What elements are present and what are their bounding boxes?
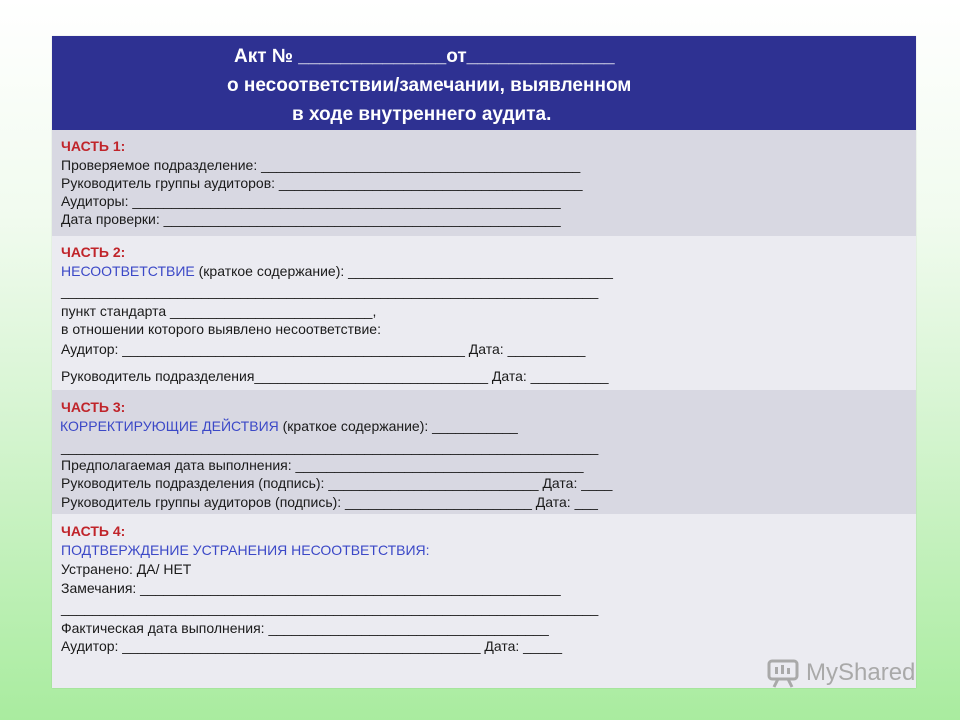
audit-act-form <box>52 36 916 688</box>
department-head-date-field: Руководитель подразделения______________________________ Дата: __________ <box>61 368 609 384</box>
part-4-title: ЧАСТЬ 4: <box>61 523 126 539</box>
corrective-actions-label: КОРРЕКТИРУЮЩИЕ ДЕЙСТВИЯ <box>60 418 279 434</box>
nonconformity-heading <box>61 263 613 280</box>
part-3-section <box>52 390 916 514</box>
part-2-title: ЧАСТЬ 2: <box>61 244 126 260</box>
elimination-confirmation-heading: ПОДТВЕРЖДЕНИЕ УСТРАНЕНИЯ НЕСООТВЕТСТВИЯ: <box>61 542 430 558</box>
planned-completion-date-field: Предполагаемая дата выполнения: _____________________________________ <box>61 457 584 473</box>
part-1-section <box>52 130 916 236</box>
part-2-section <box>52 236 916 390</box>
auditor-date-field: Аудитор: ____________________________________________ Дата: __________ <box>61 341 586 357</box>
audit-team-leader-signature-field: Руководитель группы аудиторов (подпись): ________________________ Дата: ___ <box>61 494 598 510</box>
department-head-signature-field: Руководитель подразделения (подпись): ___________________________ Дата: ____ <box>61 475 613 491</box>
act-title-line: Акт № ______________от______________ <box>234 46 615 67</box>
nonconformity-label: НЕСООТВЕТСТВИЕ <box>61 263 195 279</box>
myshared-watermark <box>766 655 915 691</box>
presentation-board-icon <box>766 656 800 690</box>
remarks-continuation-line: _____________________________________________________________________ <box>61 600 599 616</box>
act-audit-line: в ходе внутреннего аудита. <box>292 104 552 125</box>
part-1-title: ЧАСТЬ 1: <box>61 138 126 154</box>
form-header <box>52 36 916 130</box>
clause-note: в отношении которого выявлено несоответствие: <box>61 321 381 337</box>
corrective-actions-continuation-line: _____________________________________________________________________ <box>61 439 599 455</box>
audited-department-field: Проверяемое подразделение: _________________________________________ <box>61 157 581 173</box>
corrective-actions-heading <box>60 418 518 435</box>
watermark-text: MyShared <box>806 659 916 686</box>
corrective-actions-summary-field: (краткое содержание): ___________ <box>278 418 518 434</box>
audit-date-field: Дата проверки: ___________________________________________________ <box>61 211 561 227</box>
actual-completion-date-field: Фактическая дата выполнения: ____________________________________ <box>61 620 549 636</box>
eliminated-yes-no-field: Устранено: ДА/ НЕТ <box>61 561 192 577</box>
standard-clause-field: пункт стандарта __________________________, <box>61 303 377 319</box>
auditors-field: Аудиторы: _______________________________________________________ <box>61 193 561 209</box>
auditor-final-date-field: Аудитор: ______________________________________________ Дата: _____ <box>61 638 563 654</box>
part-3-title: ЧАСТЬ 3: <box>61 399 126 415</box>
act-subject-line: о несоответствии/замечании, выявленном <box>227 75 632 96</box>
nonconformity-continuation-line: _____________________________________________________________________ <box>61 283 599 299</box>
remarks-field: Замечания: ______________________________________________________ <box>61 580 561 596</box>
nonconformity-summary-field: (краткое содержание): __________________________________ <box>194 263 613 279</box>
audit-team-leader-field: Руководитель группы аудиторов: _______________________________________ <box>61 175 583 191</box>
